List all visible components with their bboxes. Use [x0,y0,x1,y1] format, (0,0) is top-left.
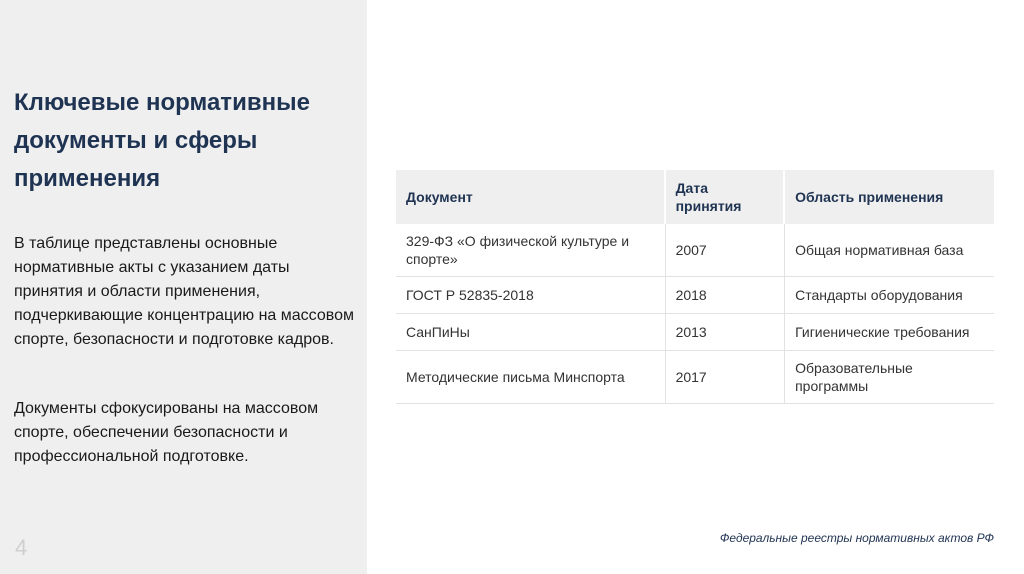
cell-area: Стандарты оборудования [785,277,994,314]
page-number: 4 [15,535,28,560]
header-document: Документ [396,170,666,224]
cell-document: ГОСТ Р 52835-2018 [396,277,666,314]
cell-year: 2017 [666,351,786,404]
header-date: Дата принятия [666,170,786,224]
header-area: Область применения [785,170,994,224]
cell-document: СанПиНы [396,314,666,351]
cell-area: Образовательные программы [785,351,994,404]
left-panel [0,0,367,574]
table-header-row [396,170,994,224]
cell-document: Методические письма Минспорта [396,351,666,404]
source-note: Федеральные реестры нормативных актов РФ [719,531,994,545]
cell-year: 2007 [666,224,786,277]
slide-title: Ключевые нормативные документы и сферы применения [14,89,310,192]
documents-table [396,170,994,404]
summary-paragraph: Документы сфокусированы на массовом спорте, обеспечении безопасности и профессиональной подготовке. [14,400,319,465]
cell-area: Общая нормативная база [785,224,994,277]
cell-area: Гигиенические требования [785,314,994,351]
table-row [396,314,994,351]
cell-document: 329-ФЗ «О физической культуре и спорте» [396,224,666,277]
cell-year: 2018 [666,277,786,314]
table-row [396,224,994,277]
table-row [396,351,994,404]
cell-year: 2013 [666,314,786,351]
table-row [396,277,994,314]
intro-paragraph: В таблице представлены основные нормативные акты с указанием даты принятия и области применения, подчеркивающие концентрацию на массовом спорте, безопасности и подготовке кадров. [14,235,354,348]
